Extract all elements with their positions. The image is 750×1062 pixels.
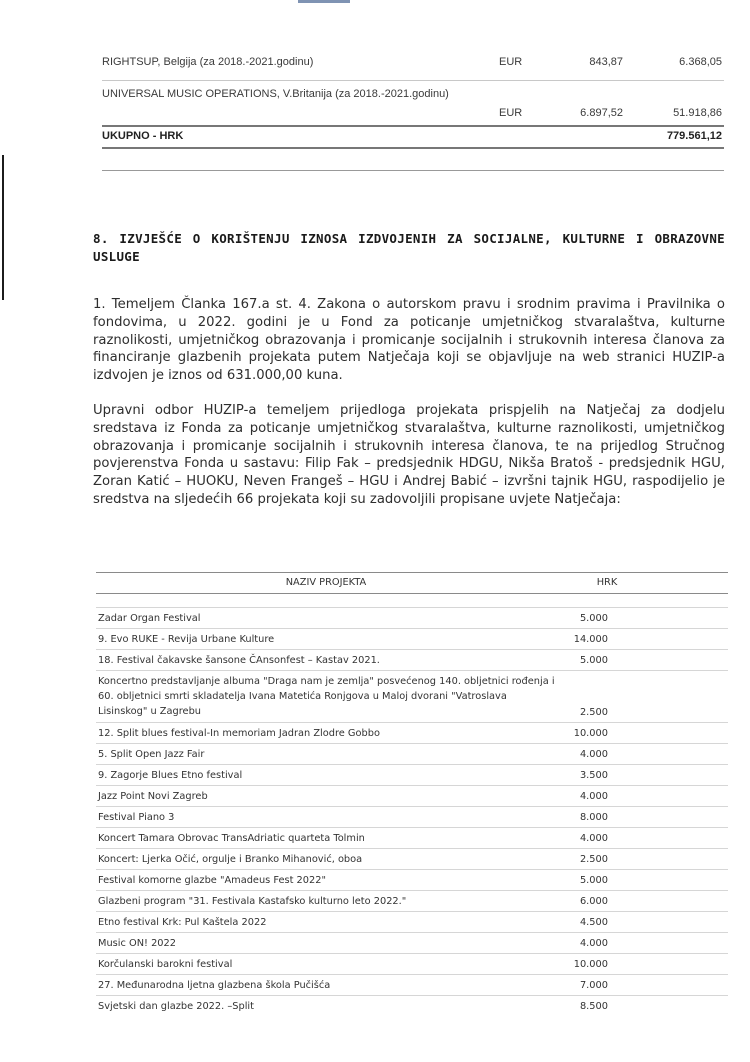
project-amount: 4.000: [579, 833, 608, 844]
project-name: Etno festival Krk: Pul Kaštela 2022: [98, 917, 267, 928]
royalties-table: [102, 48, 724, 149]
row-currency: EUR: [499, 56, 523, 68]
table-row: [96, 785, 728, 806]
project-name: 18. Festival čakavske šansone ČAnsonfest – Kastav 2021.: [98, 655, 380, 666]
table-row: [96, 995, 728, 1016]
header-amount: HRK: [596, 577, 618, 588]
table-row: [96, 764, 728, 785]
project-name: 27. Međunarodna ljetna glazbena škola Pučišća: [98, 980, 331, 991]
divider: [102, 170, 724, 171]
table-body: [96, 607, 728, 1016]
table-row: [96, 722, 728, 743]
table-row: [102, 48, 724, 80]
project-name: 5. Split Open Jazz Fair: [98, 749, 205, 760]
project-amount: 4.000: [579, 938, 608, 949]
scan-edge-line: [2, 155, 4, 300]
project-name: Glazbeni program "31. Festivala Kastafsko kulturno leto 2022.": [98, 896, 407, 907]
project-name: Jazz Point Novi Zagreb: [98, 791, 208, 802]
project-amount: 10.000: [573, 728, 608, 739]
table-row: [96, 649, 728, 670]
project-amount: 5.000: [579, 875, 608, 886]
project-amount: 4.000: [579, 791, 608, 802]
project-amount: 14.000: [573, 634, 608, 645]
row-value-hrk: 51.918,86: [673, 107, 722, 119]
total-value: 779.561,12: [666, 130, 722, 142]
project-name: 9. Evo RUKE - Revija Urbane Kulture: [98, 634, 275, 645]
project-name: 12. Split blues festival-In memoriam Jadran Zlodre Gobbo: [98, 728, 380, 739]
project-amount: 2.500: [579, 707, 608, 718]
row-value-hrk: 6.368,05: [679, 56, 722, 68]
table-row: [96, 974, 728, 995]
row-name: RIGHTSUP, Belgija (za 2018.-2021.godinu): [102, 56, 314, 68]
paragraph-board-decision: Upravni odbor HUZIP-a temeljem prijedloga projekata prispjelih na Natječaj za dodjelu sredstava iz Fonda za poticanje umjetničkog stvaralaštva, kulturne raznolikosti, umjetničkog obrazovanja i promicanje socijalnih i strukovnih interesa članova, te na prijedlog Stručnog povjerenstva Fonda u sastavu: Filip Fak – predsjednik HDGU, Nikša Bratoš - predsjednik HGU, Zoran Katić – HUOKU, Neven Frangeš – HGU i Andrej Babić – izvršni tajnik HGU, raspodijelio je sredstva na sljedećih 66 projekata koji su zadovoljili propisane uvjete Natječaja:: [93, 403, 725, 507]
project-amount: 8.500: [579, 1001, 608, 1012]
project-amount: 5.000: [579, 613, 608, 624]
project-name: Koncert: Ljerka Očić, orgulje i Branko Mihanović, oboa: [98, 854, 363, 865]
total-label: UKUPNO - HRK: [102, 130, 184, 142]
project-name: Svjetski dan glazbe 2022. –Split: [98, 1001, 254, 1012]
table-row: [96, 869, 728, 890]
table-row: [96, 628, 728, 649]
table-row: [96, 827, 728, 848]
project-amount: 8.000: [579, 812, 608, 823]
table-row: [96, 953, 728, 974]
table-row: [96, 848, 728, 869]
projects-table: [96, 572, 728, 1016]
table-row: [96, 911, 728, 932]
table-spacer: [96, 594, 728, 607]
table-row: [96, 932, 728, 953]
project-amount: 4.000: [579, 749, 608, 760]
row-currency: EUR: [499, 107, 523, 119]
row-value-eur: 6.897,52: [580, 107, 623, 119]
section-heading: 8. IZVJEŠĆE O KORIŠTENJU IZNOSA IZDVOJENIH ZA SOCIJALNE, KULTURNE I OBRAZOVNE USLUGE: [93, 231, 725, 264]
table-row: [96, 743, 728, 764]
row-value-eur: 843,87: [589, 56, 623, 68]
table-row: [96, 806, 728, 827]
table-row: [96, 607, 728, 628]
project-amount: 3.500: [579, 770, 608, 781]
project-name: Koncert Tamara Obrovac TransAdriatic quarteta Tolmin: [98, 833, 365, 844]
project-name: Festival komorne glazbe "Amadeus Fest 2022": [98, 875, 326, 886]
row-name: UNIVERSAL MUSIC OPERATIONS, V.Britanija (za 2018.-2021.godinu): [102, 88, 449, 100]
project-name: Zadar Organ Festival: [98, 613, 201, 624]
total-row: [102, 125, 724, 149]
project-amount: 4.500: [579, 917, 608, 928]
project-amount: 10.000: [573, 959, 608, 970]
table-row: [96, 890, 728, 911]
project-amount: 2.500: [579, 854, 608, 865]
project-name: Music ON! 2022: [98, 938, 177, 949]
header-project-name: NAZIV PROJEKTA: [285, 577, 367, 588]
project-name: 9. Zagorje Blues Etno festival: [98, 770, 243, 781]
table-row: [102, 80, 724, 121]
project-amount: 7.000: [579, 980, 608, 991]
scan-artifact: [298, 0, 350, 3]
project-name: Korčulanski barokni festival: [98, 959, 233, 970]
table-row: [96, 670, 728, 722]
project-amount: 6.000: [579, 896, 608, 907]
project-amount: 5.000: [579, 655, 608, 666]
project-name: Koncertno predstavljanje albuma "Draga nam je zemlja" posvećenog 140. obljetnici rođenja i 60. obljetnici smrti skladatelja Ivana Matetića Ronjgova u Maloj dvorani "Vatroslava Lisinskog" u Zagrebu: [98, 676, 555, 717]
project-name: Festival Piano 3: [98, 812, 175, 823]
table-header: [96, 572, 728, 594]
paragraph-fund-allocation: 1. Temeljem Članka 167.a st. 4. Zakona o autorskom pravu i srodnim pravima i Pravilnika o fondovima, u 2022. godini je u Fond za poticanje umjetničkog stvaralaštva, kulturne raznolikosti, umjetničkog obrazovanja i promicanje socijalnih i strukovnih interesa članova za financiranje glazbenih projekata putem Natječaja koji se objavljuje na web stranici HUZIP-a izdvojen je iznos od 631.000,00 kuna.: [93, 297, 725, 384]
